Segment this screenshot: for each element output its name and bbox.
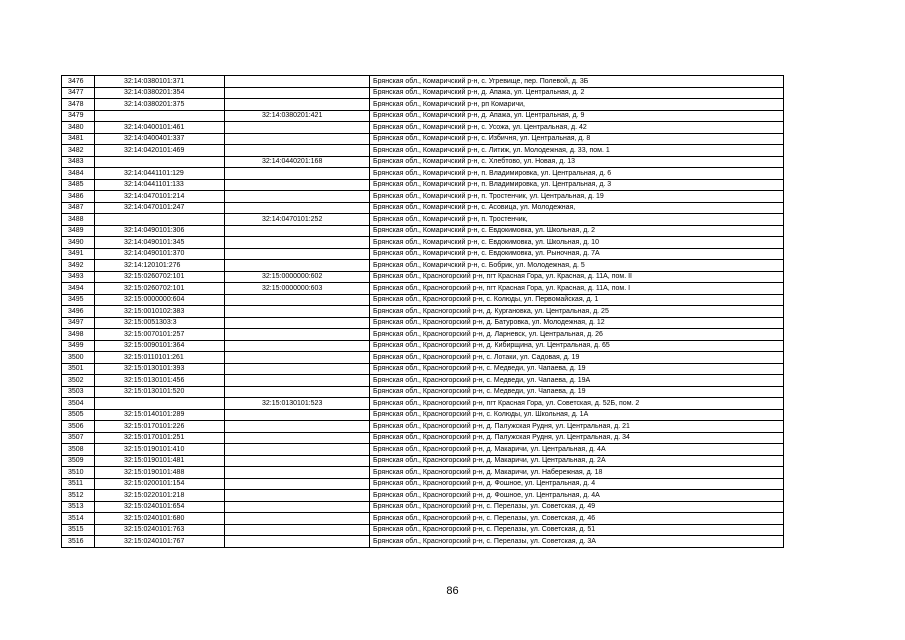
cadastral-number-cell: 32:15:0240101:763 [95,524,225,536]
address-cell: Брянская обл., Красногорский р-н, д. Ларневск, ул. Центральная, д. 26 [370,329,784,341]
table-row [62,260,784,272]
row-number-cell: 3512 [62,490,95,502]
address-cell: Брянская обл., Красногорский р-н, д. Палужская Рудня, ул. Центральная, д. 34 [370,432,784,444]
row-number-cell: 3510 [62,467,95,479]
parent-cadastral-number-cell [225,133,370,145]
table-row [62,432,784,444]
row-number-cell: 3511 [62,478,95,490]
cadastral-number-cell: 32:14:0470101:247 [95,202,225,214]
address-cell: Брянская обл., Красногорский р-н, д. Батуровка, ул. Молодежная, д. 12 [370,317,784,329]
address-cell: Брянская обл., Красногорский р-н, с. Колюды, ул. Школьная, д. 1А [370,409,784,421]
address-cell: Брянская обл., Комаричский р-н, с. Литиж, ул. Молодежная, д. 33, пом. 1 [370,145,784,157]
row-number-cell: 3484 [62,168,95,180]
parent-cadastral-number-cell [225,329,370,341]
property-table-body [62,76,784,548]
cadastral-number-cell: 32:15:0010102:383 [95,306,225,318]
row-number-cell: 3508 [62,444,95,456]
property-table [61,75,784,548]
address-cell: Брянская обл., Красногорский р-н, д. Макаричи, ул. Набережная, д. 18 [370,467,784,479]
cadastral-number-cell: 32:15:0051303:3 [95,317,225,329]
table-row [62,317,784,329]
cadastral-number-cell: 32:14:120101:276 [95,260,225,272]
address-cell: Брянская обл., Комаричский р-н, с. Евдокимовка, ул. Школьная, д. 10 [370,237,784,249]
cadastral-number-cell: 32:15:0220101:218 [95,490,225,502]
address-cell: Брянская обл., Комаричский р-н, с. Усожа, ул. Центральная, д. 42 [370,122,784,134]
row-number-cell: 3485 [62,179,95,191]
table-row [62,237,784,249]
cadastral-number-cell: 32:14:0380201:375 [95,99,225,111]
row-number-cell: 3482 [62,145,95,157]
parent-cadastral-number-cell: 32:15:0000000:602 [225,271,370,283]
row-number-cell: 3505 [62,409,95,421]
row-number-cell: 3516 [62,536,95,548]
parent-cadastral-number-cell [225,455,370,467]
cadastral-number-cell: 32:15:0170101:251 [95,432,225,444]
cadastral-number-cell: 32:14:0441101:129 [95,168,225,180]
address-cell: Брянская обл., Красногорский р-н, д. Кибирщина, ул. Центральная, д. 65 [370,340,784,352]
address-cell: Брянская обл., Комаричский р-н, с. Бобрик, ул. Молодежная, д. 5 [370,260,784,272]
address-cell: Брянская обл., Красногорский р-н, с. Лотаки, ул. Садовая, д. 19 [370,352,784,364]
row-number-cell: 3492 [62,260,95,272]
address-cell: Брянская обл., Комаричский р-н, с. Евдокимовка, ул. Рыночная, д. 7А [370,248,784,260]
table-row [62,444,784,456]
parent-cadastral-number-cell [225,76,370,88]
parent-cadastral-number-cell: 32:15:0130101:523 [225,398,370,410]
parent-cadastral-number-cell [225,340,370,352]
parent-cadastral-number-cell [225,99,370,111]
parent-cadastral-number-cell: 32:14:0380201:421 [225,110,370,122]
table-row [62,99,784,111]
row-number-cell: 3481 [62,133,95,145]
parent-cadastral-number-cell [225,306,370,318]
cadastral-number-cell: 32:15:0140101:289 [95,409,225,421]
row-number-cell: 3497 [62,317,95,329]
table-row [62,214,784,226]
parent-cadastral-number-cell [225,501,370,513]
table-row [62,513,784,525]
cadastral-number-cell: 32:14:0490101:306 [95,225,225,237]
cadastral-number-cell: 32:15:0130101:520 [95,386,225,398]
address-cell: Брянская обл., Красногорский р-н, пгт Красная Гора, ул. Красная, д. 11А, пом. I [370,283,784,295]
cadastral-number-cell: 32:14:0400401:337 [95,133,225,145]
table-row [62,306,784,318]
table-row [62,421,784,433]
parent-cadastral-number-cell [225,363,370,375]
address-cell: Брянская обл., Комаричский р-н, с. Асовица, ул. Молодежная, [370,202,784,214]
table-row [62,386,784,398]
address-cell: Брянская обл., Красногорский р-н, д. Палужская Рудня, ул. Центральная, д. 21 [370,421,784,433]
cadastral-number-cell: 32:15:0240101:654 [95,501,225,513]
row-number-cell: 3513 [62,501,95,513]
row-number-cell: 3506 [62,421,95,433]
address-cell: Брянская обл., Комаричский р-н, д. Апажа, ул. Центральная, д. 9 [370,110,784,122]
row-number-cell: 3515 [62,524,95,536]
cadastral-number-cell: 32:15:0070101:257 [95,329,225,341]
table-row [62,536,784,548]
address-cell: Брянская обл., Комаричский р-н, п. Владимировка, ул. Центральная, д. 3 [370,179,784,191]
cadastral-number-cell: 32:15:0260702:101 [95,283,225,295]
cadastral-number-cell: 32:14:0470101:214 [95,191,225,203]
table-row [62,87,784,99]
table-row [62,398,784,410]
parent-cadastral-number-cell [225,237,370,249]
row-number-cell: 3500 [62,352,95,364]
row-number-cell: 3498 [62,329,95,341]
address-cell: Брянская обл., Красногорский р-н, пгт Красная Гора, ул. Красная, д. 11А, пом. II [370,271,784,283]
address-cell: Брянская обл., Красногорский р-н, с. Перелазы, ул. Советская, д. 46 [370,513,784,525]
address-cell: Брянская обл., Комаричский р-н, п. Тростенчик, ул. Центральная, д. 19 [370,191,784,203]
row-number-cell: 3483 [62,156,95,168]
parent-cadastral-number-cell [225,179,370,191]
cadastral-number-cell: 32:15:0110101:261 [95,352,225,364]
address-cell: Брянская обл., Красногорский р-н, с. Медведи, ул. Чапаева, д. 19 [370,363,784,375]
cadastral-number-cell: 32:14:0441101:133 [95,179,225,191]
address-cell: Брянская обл., Комаричский р-н, п. Владимировка, ул. Центральная, д. 6 [370,168,784,180]
cadastral-number-cell: 32:15:0170101:226 [95,421,225,433]
address-cell: Брянская обл., Комаричский р-н, с. Угревище, пер. Полевой, д. 3Б [370,76,784,88]
parent-cadastral-number-cell [225,317,370,329]
cadastral-number-cell: 32:14:0490101:345 [95,237,225,249]
table-row [62,76,784,88]
table-row [62,179,784,191]
table-row [62,145,784,157]
page-number: 86 [446,585,459,597]
cadastral-number-cell: 32:15:0240101:767 [95,536,225,548]
parent-cadastral-number-cell [225,513,370,525]
address-cell: Брянская обл., Красногорский р-н, д. Макаричи, ул. Центральная, д. 4А [370,444,784,456]
row-number-cell: 3478 [62,99,95,111]
parent-cadastral-number-cell [225,444,370,456]
address-cell: Брянская обл., Комаричский р-н, с. Избичня, ул. Центральная, д. 8 [370,133,784,145]
parent-cadastral-number-cell [225,409,370,421]
parent-cadastral-number-cell: 32:14:0440201:168 [225,156,370,168]
cadastral-number-cell: 32:15:0000000:604 [95,294,225,306]
parent-cadastral-number-cell [225,536,370,548]
parent-cadastral-number-cell [225,191,370,203]
cadastral-number-cell [95,156,225,168]
parent-cadastral-number-cell [225,478,370,490]
address-cell: Брянская обл., Красногорский р-н, д. Фошное, ул. Центральная, д. 4А [370,490,784,502]
table-row [62,490,784,502]
parent-cadastral-number-cell [225,87,370,99]
parent-cadastral-number-cell [225,490,370,502]
address-cell: Брянская обл., Красногорский р-н, с. Медведи, ул. Чапаева, д. 19А [370,375,784,387]
table-row [62,329,784,341]
row-number-cell: 3488 [62,214,95,226]
row-number-cell: 3503 [62,386,95,398]
address-cell: Брянская обл., Красногорский р-н, д. Макаричи, ул. Центральная, д. 2А [370,455,784,467]
cadastral-number-cell: 32:15:0240101:680 [95,513,225,525]
cadastral-number-cell [95,214,225,226]
cadastral-number-cell: 32:15:0090101:364 [95,340,225,352]
parent-cadastral-number-cell [225,432,370,444]
row-number-cell: 3487 [62,202,95,214]
row-number-cell: 3490 [62,237,95,249]
table-row [62,467,784,479]
row-number-cell: 3501 [62,363,95,375]
address-cell: Брянская обл., Комаричский р-н, с. Хлебтово, ул. Новая, д. 13 [370,156,784,168]
row-number-cell: 3489 [62,225,95,237]
parent-cadastral-number-cell [225,524,370,536]
cadastral-number-cell: 32:15:0190101:410 [95,444,225,456]
table-row [62,156,784,168]
table-row [62,363,784,375]
parent-cadastral-number-cell [225,168,370,180]
table-row [62,133,784,145]
table-row [62,271,784,283]
address-cell: Брянская обл., Красногорский р-н, с. Колюды, ул. Первомайская, д. 1 [370,294,784,306]
table-row [62,455,784,467]
parent-cadastral-number-cell [225,122,370,134]
row-number-cell: 3495 [62,294,95,306]
row-number-cell: 3480 [62,122,95,134]
cadastral-number-cell: 32:15:0130101:456 [95,375,225,387]
row-number-cell: 3476 [62,76,95,88]
cadastral-number-cell: 32:14:0380101:371 [95,76,225,88]
row-number-cell: 3491 [62,248,95,260]
table-row [62,478,784,490]
table-row [62,501,784,513]
table-row [62,375,784,387]
table-row [62,191,784,203]
address-cell: Брянская обл., Красногорский р-н, с. Перелазы, ул. Советская, д. 49 [370,501,784,513]
table-row [62,352,784,364]
address-cell: Брянская обл., Красногорский р-н, пгт Красная Гора, ул. Советская, д. 52Б, пом. 2 [370,398,784,410]
cadastral-number-cell: 32:14:0420101:469 [95,145,225,157]
table-row [62,168,784,180]
cadastral-number-cell: 32:14:0380201:354 [95,87,225,99]
row-number-cell: 3493 [62,271,95,283]
parent-cadastral-number-cell [225,248,370,260]
parent-cadastral-number-cell: 32:14:0470101:252 [225,214,370,226]
cadastral-number-cell: 32:15:0200101:154 [95,478,225,490]
cadastral-number-cell: 32:15:0260702:101 [95,271,225,283]
parent-cadastral-number-cell [225,145,370,157]
address-cell: Брянская обл., Комаричский р-н, рп Комаричи, [370,99,784,111]
parent-cadastral-number-cell [225,202,370,214]
cadastral-number-cell: 32:15:0190101:488 [95,467,225,479]
row-number-cell: 3479 [62,110,95,122]
row-number-cell: 3507 [62,432,95,444]
cadastral-number-cell [95,110,225,122]
table-row [62,122,784,134]
table-row [62,225,784,237]
row-number-cell: 3496 [62,306,95,318]
row-number-cell: 3477 [62,87,95,99]
row-number-cell: 3486 [62,191,95,203]
cadastral-number-cell: 32:14:0490101:370 [95,248,225,260]
address-cell: Брянская обл., Комаричский р-н, п. Тростенчик, [370,214,784,226]
table-row [62,202,784,214]
parent-cadastral-number-cell [225,467,370,479]
address-cell: Брянская обл., Красногорский р-н, с. Медведи, ул. Чапаева, д. 19 [370,386,784,398]
cadastral-number-cell: 32:15:0130101:393 [95,363,225,375]
row-number-cell: 3494 [62,283,95,295]
parent-cadastral-number-cell [225,260,370,272]
table-row [62,283,784,295]
parent-cadastral-number-cell [225,375,370,387]
address-cell: Брянская обл., Комаричский р-н, д. Апажа, ул. Центральная, д. 2 [370,87,784,99]
parent-cadastral-number-cell [225,386,370,398]
address-cell: Брянская обл., Красногорский р-н, д. Фошное, ул. Центральная, д. 4 [370,478,784,490]
address-cell: Брянская обл., Красногорский р-н, с. Перелазы, ул. Советская, д. 3А [370,536,784,548]
table-row [62,110,784,122]
table-row [62,340,784,352]
table-row [62,294,784,306]
row-number-cell: 3499 [62,340,95,352]
row-number-cell: 3514 [62,513,95,525]
parent-cadastral-number-cell [225,352,370,364]
row-number-cell: 3502 [62,375,95,387]
table-row [62,524,784,536]
address-cell: Брянская обл., Красногорский р-н, с. Перелазы, ул. Советская, д. 51 [370,524,784,536]
table-row [62,409,784,421]
table-row [62,248,784,260]
cadastral-number-cell: 32:14:0400101:461 [95,122,225,134]
address-cell: Брянская обл., Красногорский р-н, д. Кургановка, ул. Центральная, д. 25 [370,306,784,318]
row-number-cell: 3509 [62,455,95,467]
parent-cadastral-number-cell [225,294,370,306]
cadastral-number-cell: 32:15:0190101:481 [95,455,225,467]
parent-cadastral-number-cell [225,225,370,237]
parent-cadastral-number-cell [225,421,370,433]
row-number-cell: 3504 [62,398,95,410]
parent-cadastral-number-cell: 32:15:0000000:603 [225,283,370,295]
cadastral-number-cell [95,398,225,410]
address-cell: Брянская обл., Комаричский р-н, с. Евдокимовка, ул. Школьная, д. 2 [370,225,784,237]
